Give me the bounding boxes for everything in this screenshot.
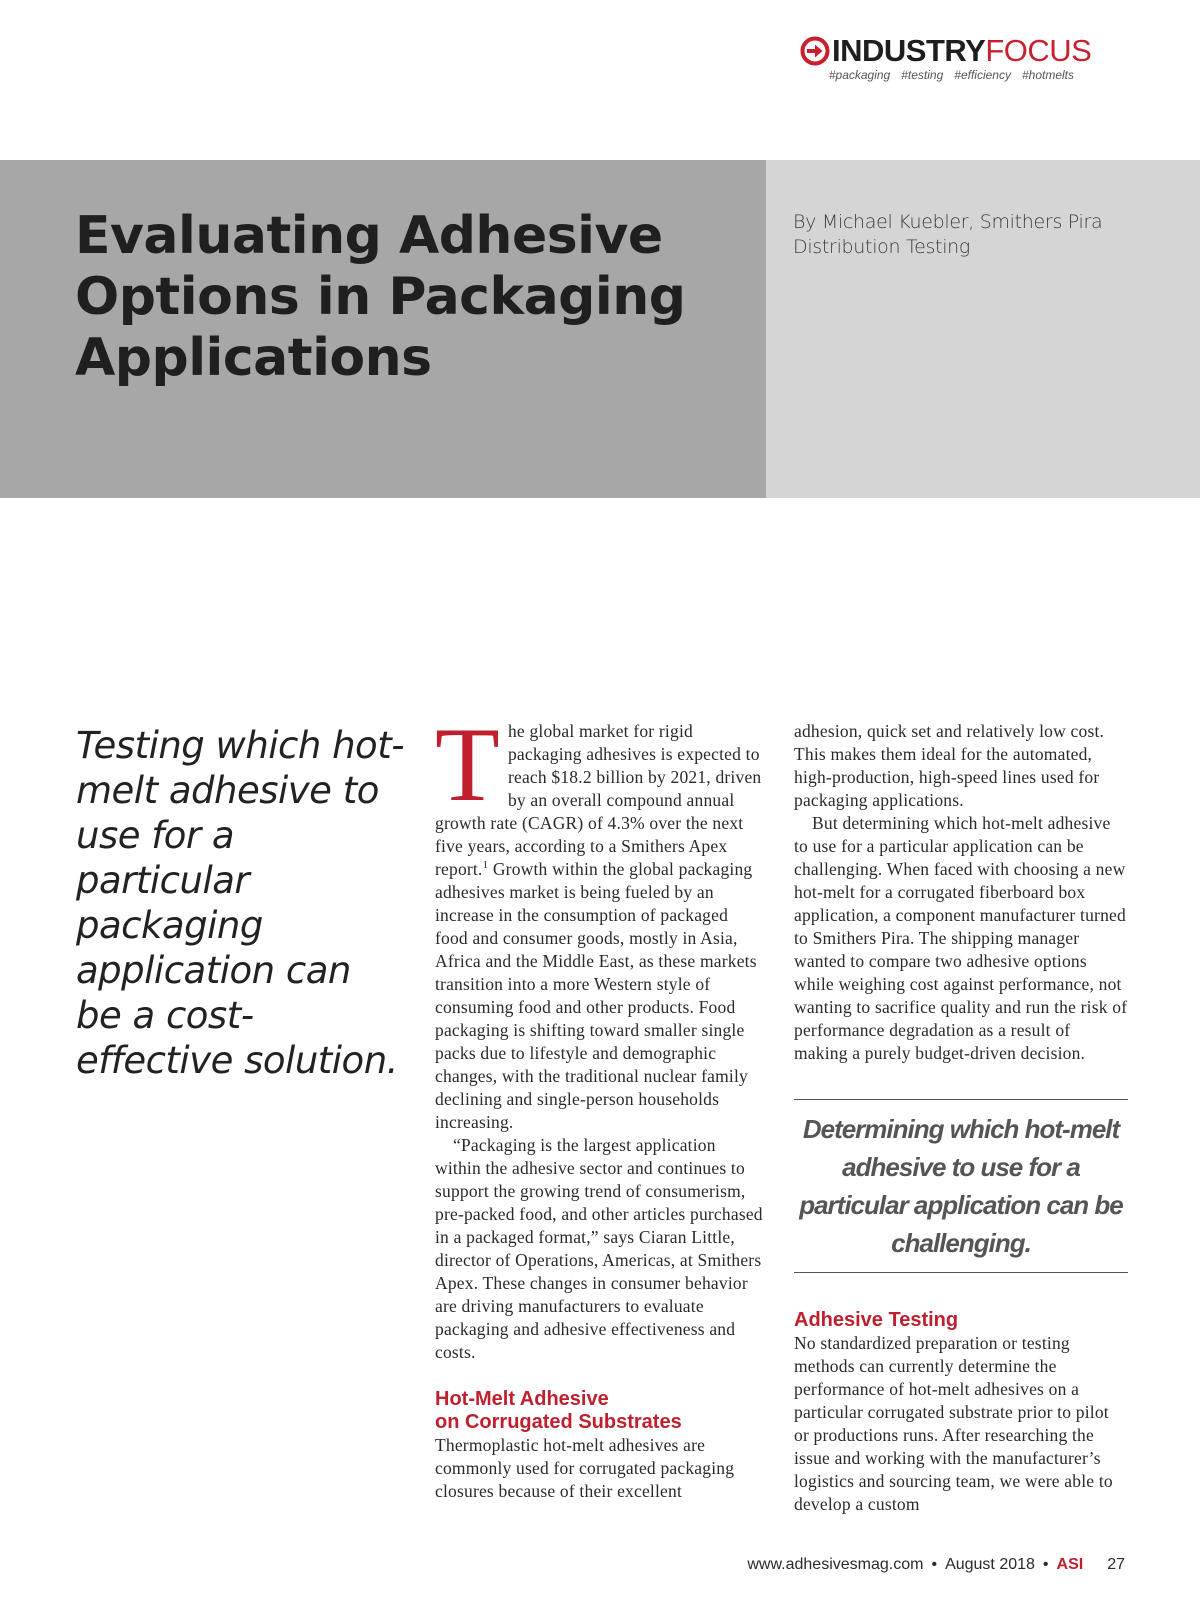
byline-affiliation: Distribution Testing <box>793 236 971 258</box>
byline <box>793 210 1153 260</box>
body-paragraph <box>435 706 763 1134</box>
logo-wordmark <box>800 32 1130 70</box>
page-footer <box>700 1556 1125 1574</box>
section-heading-line: Hot-Melt Adhesive <box>435 1388 609 1410</box>
section-heading <box>435 1388 763 1434</box>
logo-word-focus: FOCUS <box>985 33 1092 68</box>
body-column-2 <box>794 720 1128 1516</box>
body-paragraph: But determining which hot-melt adhesive to use for a particular application can be challenging. When faced with choosing a new hot-melt for a corrugated fiberboard box application, a component manufacturer turned to Smithers Pira. The shipping manager wanted to compare two adhesive options while weighing cost against performance, not wanting to sacrifice quality and run the risk of performance degradation as a result of making a purely budget-driven decision. <box>794 813 1128 1063</box>
article-title <box>75 206 735 389</box>
title-line: Evaluating Adhesive <box>75 206 663 266</box>
hashtag: #packaging <box>828 68 891 82</box>
body-text: Growth within the global packaging adhesives market is being fueled by an increase in the consumption of packaged food and consumer goods, mostly in Asia, Africa and the Middle East, as these markets transition into a more Western style of consuming food and other products. Food packaging is shifting toward smaller single packs due to lifestyle and demographic changes, with the traditional nuclear family declining and single-person households increasing. <box>435 859 757 1132</box>
body-paragraph: Thermoplastic hot-melt adhesives are commonly used for corrugated packaging closures because of their excellent <box>435 1435 735 1501</box>
hashtag-list <box>800 68 1130 82</box>
pull-quote: Determining which hot-melt adhesive to use for a particular application can be challenging. <box>794 1099 1128 1273</box>
section-heading: Adhesive Testing <box>794 1309 959 1331</box>
footer-publication: ASI <box>1056 1556 1084 1573</box>
body-paragraph: No standardized preparation or testing methods can currently determine the performance of hot-melt adhesives on a particular corrugated substrate prior to pilot or productions runs. After researching the issue and working with the manufacturer’s logistics and sourcing team, we were able to develop a custom <box>794 1333 1113 1514</box>
hashtag: #testing <box>901 68 944 82</box>
hashtag: #hotmelts <box>1021 68 1074 82</box>
bullet-separator: • <box>931 1556 938 1573</box>
arrow-circle-icon <box>800 36 830 66</box>
body-paragraph: adhesion, quick set and relatively low cost. This makes them ideal for the automated, high-production, high-speed lines used for packaging applications. <box>794 721 1105 810</box>
bullet-separator: • <box>1042 1556 1049 1573</box>
title-line: Options in Packaging <box>75 267 686 327</box>
body-text: he global market for rigid packaging adhesives is expected to reach $18.2 billion by 2021, driven by an overall compound annual growth rate (CAGR) of 4.3% over the next five years, according to a Smithers Apex report. <box>435 721 762 879</box>
section-heading-line: on Corrugated Substrates <box>435 1411 682 1433</box>
byline-author: By Michael Kuebler, Smithers Pira <box>793 211 1103 233</box>
hashtag: #efficiency <box>954 68 1011 82</box>
footnote-ref: 1 <box>482 859 489 872</box>
body-paragraph: “Packaging is the largest application within the adhesive sector and continues to support the growing trend of consumerism, pre-packed food, and other articles purchased in a packaged format,” says Ciaran Little, director of Operations, Americas, at Smithers Apex. These changes in consumer behavior are driving manufacturers to evaluate packaging and adhesive effectiveness and costs. <box>435 1135 763 1362</box>
industry-focus-logo <box>800 32 1130 82</box>
footer-url: www.adhesivesmag.com <box>747 1556 924 1573</box>
logo-word-industry: INDUSTRY <box>832 33 986 68</box>
article-deck: Testing which hot-melt adhesive to use for a particular packaging application can be a cost-effective solution. <box>76 724 405 1082</box>
footer-date: August 2018 <box>945 1556 1035 1573</box>
page-number: 27 <box>1107 1556 1125 1573</box>
drop-cap: T <box>435 706 500 823</box>
title-line: Applications <box>75 328 432 388</box>
body-column-1 <box>435 706 763 1503</box>
